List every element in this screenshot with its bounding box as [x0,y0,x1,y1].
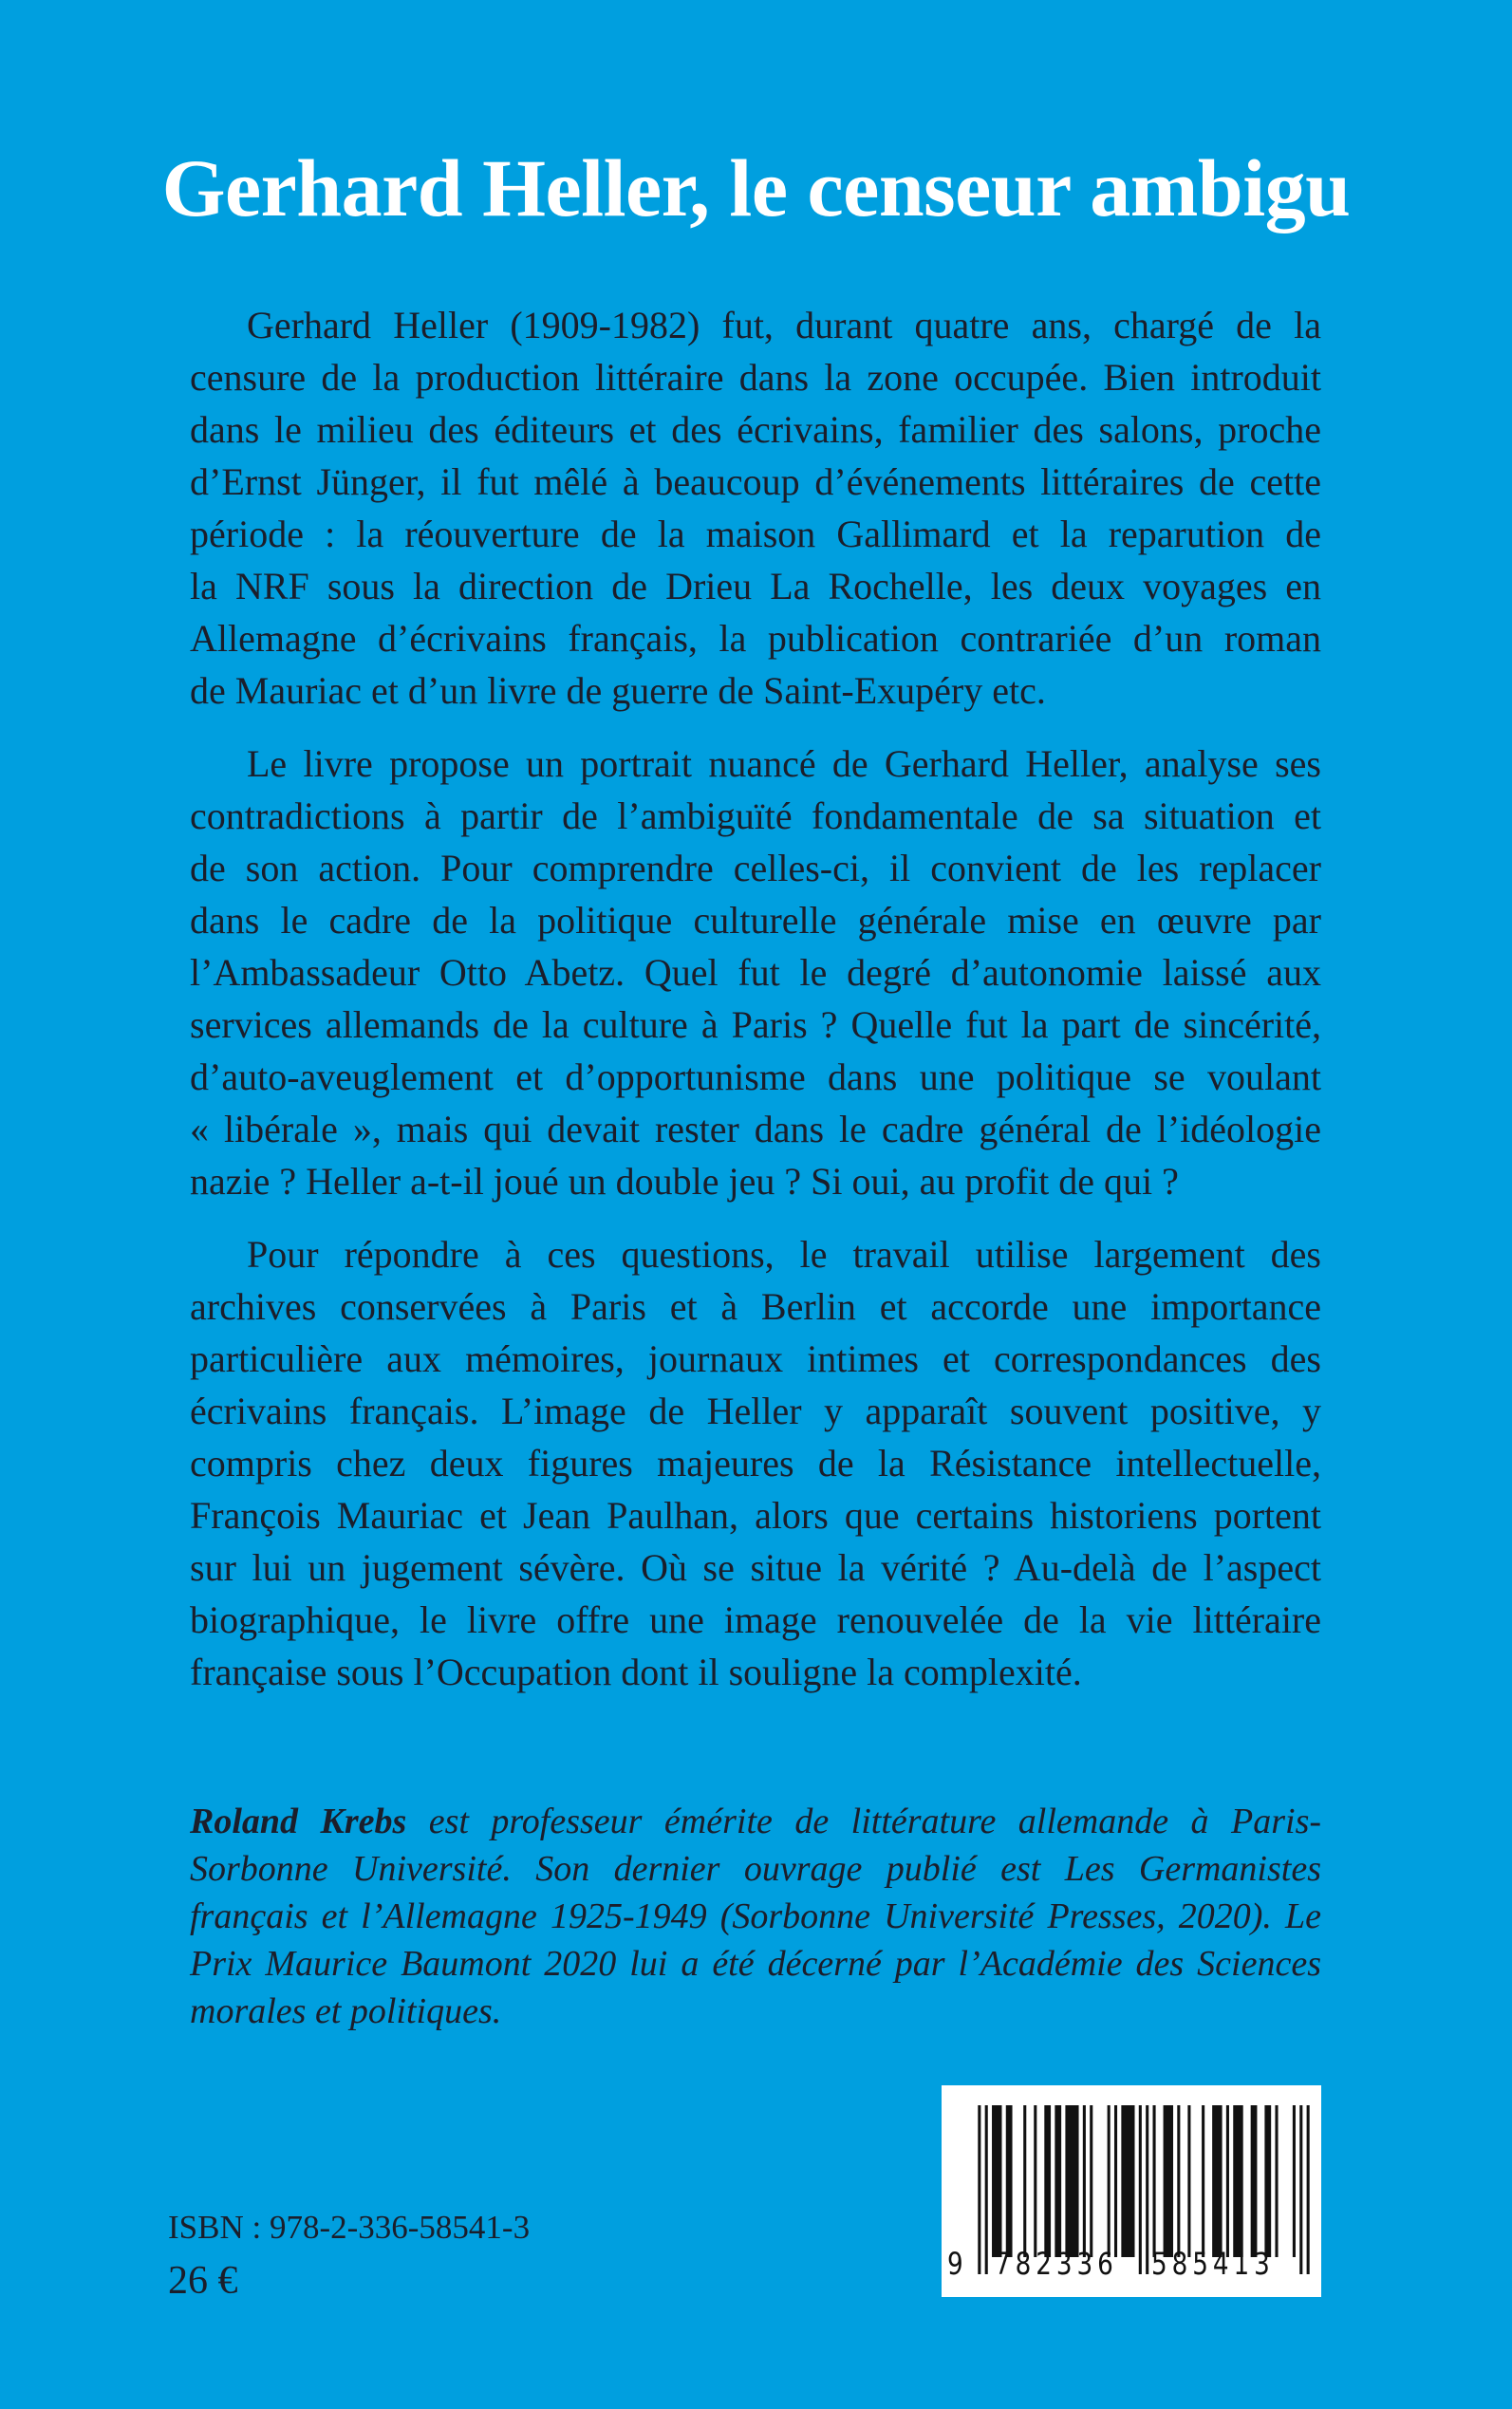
bio-text: (Sorbonne Université Presses, 2020). Le [719,1896,1321,1936]
blurb-line: particulière aux mémoires, journaux intimes et correspondances des [190,1337,1321,1380]
blurb-line: l’Ambassadeur Otto Abetz. Quel fut le degré d’autonomie laissé aux [190,951,1321,994]
isbn-label: ISBN : 978-2-336-58541-3 [168,2209,531,2246]
blurb-line: Allemagne d’écrivains français, la publication contrariée d’un roman [190,617,1321,660]
bio-line [190,1940,1321,1988]
bio-text: Les Germanistes [1064,1849,1321,1889]
blurb-line: de Mauriac et d’un livre de guerre de Saint-Exupéry etc. [190,669,1046,712]
blurb-line: de son action. Pour comprendre celles-ci, il convient de les replacer [190,847,1321,889]
blurb-line: française sous l’Occupation dont il souligne la complexité. [190,1651,1082,1693]
blurb-line: François Mauriac et Jean Paulhan, alors que certains historiens portent [190,1494,1321,1537]
bio-text: Prix Maurice Baumont 2020 lui a été décerné par l’Académie des Sciences [190,1944,1321,1984]
blurb-line: d’Ernst Jünger, il fut mêlé à beaucoup d’événements littéraires de cette [190,460,1321,503]
blurb-line: d’auto-aveuglement et d’opportunisme dans une politique se voulant [190,1055,1321,1098]
blurb-line: archives conservées à Paris et à Berlin et accorde une importance [190,1285,1321,1328]
blurb-line: « libérale », mais qui devait rester dans le cadre général de l’idéologie [190,1108,1321,1150]
bio-text: français et l’Allemagne 1925-1949 [190,1896,720,1936]
author-bio [190,1798,1321,2035]
blurb-line: période : la réouverture de la maison Gallimard et la reparution de [190,513,1321,555]
blurb-line: compris chez deux figures majeures de la Résistance intellectuelle, [190,1442,1321,1485]
blurb-line: contradictions à partir de l’ambiguïté fondamentale de sa situation et [190,794,1321,837]
bio-line [190,1988,1321,2035]
bio-line [190,1893,1321,1940]
blurb-paragraph-1 [190,299,1321,717]
bio-line [190,1798,1321,1845]
blurb-line: nazie ? Heller a-t-il joué un double jeu ? Si oui, au profit de qui ? [190,1160,1179,1203]
bio-text: est professeur émérite de littérature allemande à Paris- [406,1802,1322,1841]
barcode-right-digits: 585413 [1151,2246,1275,2282]
bio-text: Sorbonne Université. Son dernier ouvrage publié est [190,1849,1065,1889]
blurb-line: Le livre propose un portrait nuancé de Gerhard Heller, analyse ses [247,742,1321,785]
blurb-line: dans le cadre de la politique culturelle générale mise en œuvre par [190,899,1321,942]
blurb [190,299,1321,1719]
blurb-line: sur lui un jugement sévère. Où se situe la vérité ? Au-delà de l’aspect [190,1546,1321,1589]
blurb-line: écrivains français. L’image de Heller y apparaît souvent positive, y [190,1390,1321,1432]
bio-text: morales et politiques. [190,1991,502,2031]
book-title: Gerhard Heller, le censeur ambigu [161,142,1351,233]
bio-line [190,1845,1321,1893]
blurb-line: dans le milieu des éditeurs et des écrivains, familier des salons, proche [190,408,1321,451]
barcode [942,2085,1321,2297]
price-label: 26 € [168,2259,238,2303]
blurb-line: censure de la production littéraire dans la zone occupée. Bien introduit [190,356,1321,399]
blurb-paragraph-3 [190,1228,1321,1698]
blurb-line: services allemands de la culture à Paris ? Quelle fut la part de sincérité, [190,1003,1321,1046]
blurb-paragraph-2 [190,738,1321,1207]
barcode-first-digit: 9 [947,2246,963,2282]
blurb-line: Gerhard Heller (1909-1982) fut, durant quatre ans, chargé de la [247,304,1321,346]
blurb-line: la NRF sous la direction de Drieu La Rochelle, les deux voyages en [190,565,1321,607]
blurb-line: biographique, le livre offre une image renouvelée de la vie littéraire [190,1598,1321,1641]
barcode-left-digits: 782336 [995,2246,1118,2282]
author-name: Roland Krebs [190,1802,407,1841]
blurb-line: Pour répondre à ces questions, le travail utilise largement des [247,1233,1321,1276]
